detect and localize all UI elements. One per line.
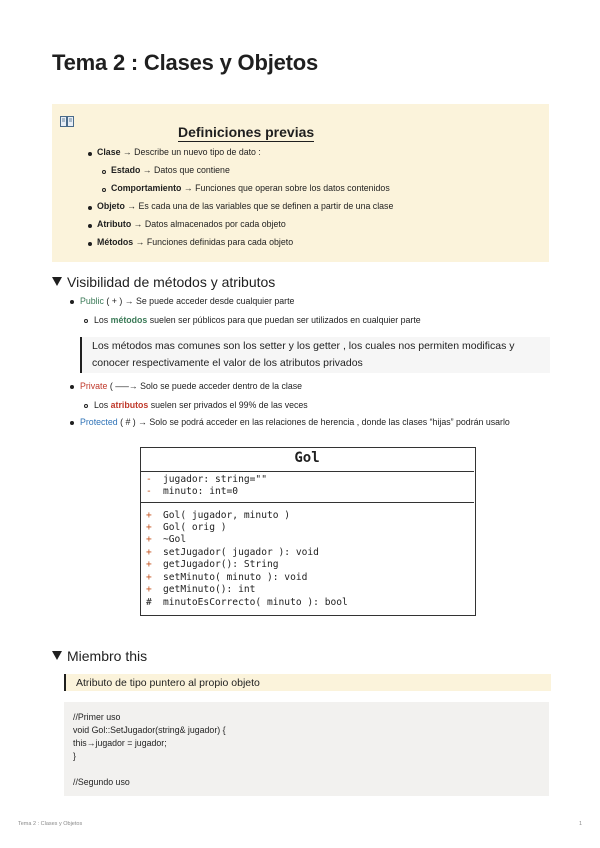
bullet-icon: [88, 242, 92, 246]
list-item: Clase → Describe un nuevo tipo de dato :: [97, 147, 261, 157]
toggle-triangle-icon[interactable]: [52, 651, 62, 660]
uml-divider: [140, 502, 474, 503]
callout-heading: Definiciones previas: [178, 124, 315, 140]
toggle-triangle-icon[interactable]: [52, 277, 62, 286]
book-icon: [60, 116, 74, 127]
uml-method: + Gol( jugador, minuto ): [146, 510, 291, 521]
list-item: Atributo → Datos almacenados por cada objeto: [97, 219, 286, 229]
sub-bullet-icon: [84, 319, 88, 323]
list-item: Estado → Datos que contiene: [111, 165, 230, 175]
sub-bullet-icon: [84, 404, 88, 408]
list-item-private: Private ( —–→ Solo se puede acceder dentro de la clase: [80, 381, 303, 391]
sub-bullet-icon: [102, 170, 106, 174]
list-item-protected: Protected ( # ) → Solo se podrá acceder en las relaciones de herencia , donde las clases “hijas” podrán usarlo: [80, 417, 510, 427]
uml-method: + setJugador( jugador ): void: [146, 547, 319, 558]
uml-method: + Gol( orig ): [146, 522, 227, 533]
uml-method: + ~Gol: [146, 534, 187, 545]
uml-divider: [140, 471, 474, 472]
list-item-public: Public ( + ) → Se puede acceder desde cualquier parte: [80, 296, 295, 306]
uml-attribute: - jugador: string="": [146, 474, 267, 485]
bullet-icon: [70, 385, 74, 389]
code-block: [64, 702, 549, 796]
toggle-heading-visibilidad[interactable]: Visibilidad de métodos y atributos: [52, 274, 275, 290]
list-item: Objeto → Es cada una de las variables que se definen a partir de una clase: [97, 201, 394, 211]
code-line: //Primer uso: [73, 712, 121, 722]
bullet-icon: [70, 421, 74, 425]
bullet-icon: [70, 300, 74, 304]
quote-text: Los métodos mas comunes son los setter y los getter , los cuales nos permiten modificas y conocer respectivamente el valor de los atributos privados: [92, 340, 515, 369]
uml-method: + getMinuto(): int: [146, 584, 256, 595]
bullet-icon: [88, 206, 92, 210]
page-number: 1: [578, 821, 582, 827]
toggle-heading-this[interactable]: Miembro this: [52, 648, 147, 664]
quote-text: Atributo de tipo puntero al propio objeto: [76, 677, 260, 689]
uml-attribute: - minuto: int=0: [146, 486, 239, 497]
uml-method: + getJugador(): String: [146, 559, 279, 570]
page-title: Tema 2 : Clases y Objetos: [52, 50, 319, 75]
bullet-icon: [88, 224, 92, 228]
bullet-icon: [88, 152, 92, 156]
sub-bullet-icon: [102, 188, 106, 192]
list-item: Los atributos suelen ser privados el 99% de las veces: [94, 400, 308, 410]
uml-class-name: Gol: [294, 450, 320, 466]
uml-method: # minutoEsCorrecto( minuto ): bool: [146, 597, 348, 608]
code-line: this→jugador = jugador;: [73, 738, 167, 748]
uml-method: + setMinuto( minuto ): void: [146, 572, 308, 583]
footer-title: Tema 2 : Clases y Objetos: [18, 821, 83, 827]
code-line: void Gol::SetJugador(string& jugador) {: [73, 725, 226, 735]
list-item: Métodos → Funciones definidas para cada objeto: [97, 237, 294, 247]
code-line: }: [73, 751, 76, 761]
list-item: Comportamiento → Funciones que operan sobre los datos contenidos: [111, 183, 390, 193]
list-item: Los métodos suelen ser públicos para que puedan ser utilizados en cualquier parte: [94, 315, 421, 325]
code-line: //Segundo uso: [73, 777, 130, 787]
